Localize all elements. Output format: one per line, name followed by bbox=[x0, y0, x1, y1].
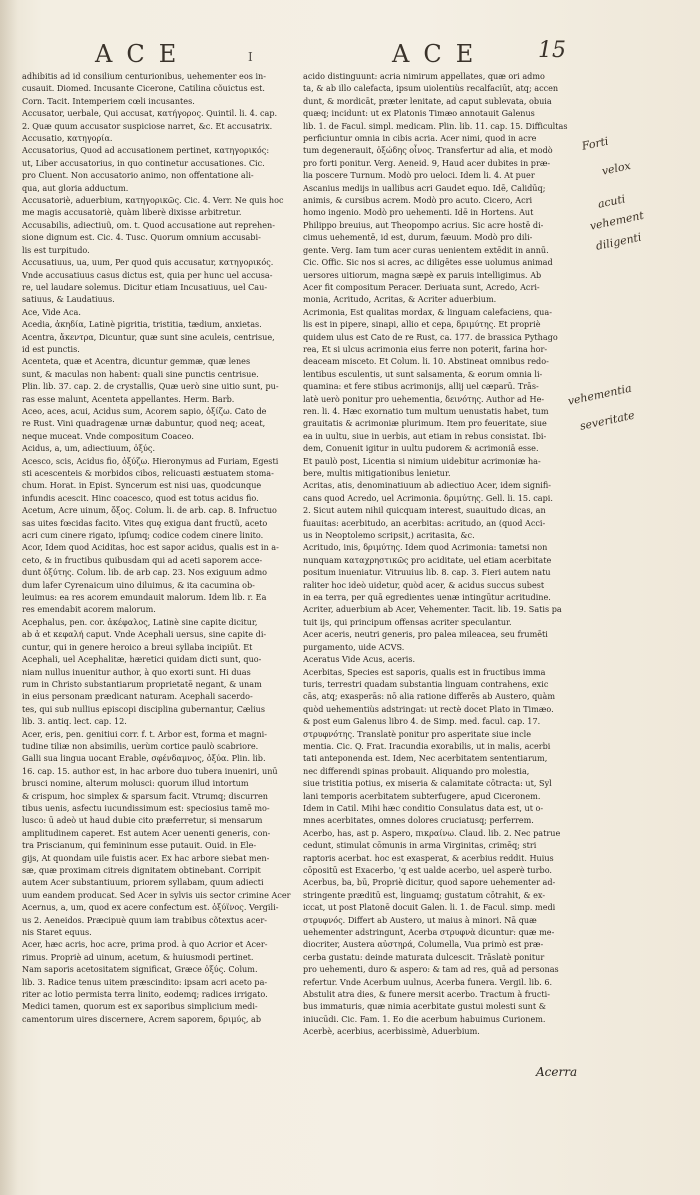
text-line: sti acescenteis & morbidos cibos, relicuasti æstuatem stoma- bbox=[22, 468, 274, 478]
text-line: lis est in pipere, sinapi, allio et cepa, δριμύτης. Et propriè bbox=[303, 319, 541, 330]
text-line: raliter hoc ideò uidetur, quòd acer, & acidus succus subest bbox=[303, 579, 545, 590]
text-line: Philippo breuius, aut Theopompo acrius. Sic acre hostē di- bbox=[303, 219, 544, 230]
text-line: Acephali, uel Acephalitæ, hæretici quidam dicti sunt, quo- bbox=[22, 654, 262, 665]
text-line: id est punctis. bbox=[22, 343, 80, 354]
text-line: lani temporis acerbitatem subterfugere, apud Ciceronem. bbox=[303, 790, 541, 801]
text-line: chum. Horat. in Epist. Syncerum est nisi uas, quodcunque bbox=[22, 480, 262, 491]
text-line: ren. li. 4. Hæc exornatio tum multum uenustatis habet, tum bbox=[303, 405, 549, 416]
text-line: ta, & ab illo calefacta, ipsum uiolentiùs recalfaciūt, atq; accen bbox=[303, 83, 559, 94]
margin-note: Forti bbox=[580, 134, 610, 153]
text-line: purgamento, uide ACVS. bbox=[303, 641, 405, 652]
margin-note: velox bbox=[600, 159, 632, 178]
text-line: Acerbo, has, ast p. Aspero, πικραίνω. Claud. lib. 2. Nec patrue bbox=[303, 827, 561, 838]
text-line: Accusatio, κατηγορία. bbox=[22, 133, 113, 144]
text-line: Acer, eris, pen. genitiui corr. f. t. Arbor est, forma et magni- bbox=[22, 728, 268, 739]
text-line: 2. Sicut autem nihil quicquam interest, suauitudo dicas, an bbox=[303, 505, 546, 516]
text-line: 16. cap. 15. author est, in hac arbore duo tubera inueniri, unū bbox=[22, 765, 278, 776]
text-line: in eius personam prædicant naturam. Acephali sacerdo- bbox=[22, 691, 253, 702]
text-line: cās, atq; exasperās: nō alia ratione differēs ab Austero, quàm bbox=[303, 691, 556, 702]
text-line: res emendabit acorem malorum. bbox=[22, 604, 156, 615]
text-line: mnes acerbitates, omnes dolores cruciatusq; perferrem. bbox=[303, 815, 534, 826]
text-line: lia poscere Turnum. Modò pro ueloci. Idem li. 4. At puer bbox=[303, 170, 535, 181]
text-line: Acernus, a, um, quod ex acere confectum est. ὀξύϊνος. Vergili- bbox=[22, 902, 279, 913]
text-line: bus immaturis, quæ nimia acerbitate gustui molesti sunt & bbox=[303, 1001, 546, 1012]
text-line: cans quod Acredo, uel Acrimonia. δριμύτης. Gell. li. 15. capi. bbox=[303, 492, 553, 503]
text-line: Acesco, scis, Acidus fio, ὀξύζω. Hieronymus ad Furiam, Egesti bbox=[22, 455, 279, 466]
text-line: animis, & cursibus acrem. Modò pro acuto. Cicero, Acri bbox=[303, 195, 533, 206]
text-line: monia, Acritudo, Acritas, & Acriter aduerbium. bbox=[303, 294, 497, 305]
text-line: Acer fit compositum Peracer. Deriuata sunt, Acredo, Acri- bbox=[303, 281, 540, 292]
text-line: perficiuntur omnia in cibis acria. Acer nimi, quod in acre bbox=[303, 133, 537, 144]
text-line: fuauitas: acerbitudo, an acerbitas: acritudo, an (quod Acci- bbox=[303, 517, 546, 528]
text-line: nec differendi spinas probauit. Aliquando pro molestia, bbox=[303, 765, 530, 776]
text-line: Plin. lib. 37. cap. 2. de crystallis, Quæ uerò sine uitio sunt, pu- bbox=[22, 381, 279, 392]
text-line: us 2. Aeneidos. Præcipuè quum iam trabibus cõtextus acer- bbox=[22, 914, 267, 925]
text-line: uehementer adstringunt, Acerba στρυφνὰ dicuntur: quæ me- bbox=[303, 927, 555, 938]
text-line: me magis accusatoriè, quàm liberè dixisse arbitretur. bbox=[22, 207, 242, 218]
text-line: Acriter, aduerbium ab Acer, Vehementer. Tacit. lib. 19. Satis pa bbox=[303, 604, 562, 615]
catchword: Acerra bbox=[536, 1065, 578, 1079]
text-line: pro uehementi, duro & aspero: & tam ad res, quā ad personas bbox=[303, 964, 559, 975]
text-line: tuit ijs, qui principum offensas acriter speculantur. bbox=[303, 616, 512, 627]
running-head-right: ACE bbox=[392, 40, 488, 68]
text-line: Acor, Idem quod Aciditas, hoc est sapor acidus, qualis est in a- bbox=[22, 542, 279, 553]
text-line: Aceo, aces, acui, Acidus sum, Acorem sapio, ὀξίζω. Cato de bbox=[22, 405, 267, 416]
text-line: ut, Liber accusatorius, in quo continetur accusationes. Cic. bbox=[22, 157, 265, 168]
text-line: cedunt, stimulat cōmunis in arma Virginitas, crimēq; stri bbox=[303, 840, 537, 851]
text-line: Acephalus, pen. cor. ἀκέφαλος, Latinè sine capite dicitur, bbox=[22, 616, 258, 627]
text-line: dunt, & mordicāt, præter lenitate, ad caput sublevata, obuia bbox=[303, 95, 552, 106]
text-line: uersores uitiorum, magna sæpè ex paruis intelligimus. Ab bbox=[303, 269, 542, 280]
text-line: re Rust. Vini quadragenæ urnæ dabuntur, quod neq; aceat, bbox=[22, 418, 266, 429]
text-line: tibus uenis, asfectu iucundissimum est: speciosius tamē mo- bbox=[22, 802, 270, 813]
text-line: rimus. Propriè ad uinum, acetum, & huiusmodi pertinet. bbox=[22, 951, 254, 962]
text-line: Vnde accusatiuus casus dictus est, quia per hunc uel accusa- bbox=[22, 269, 273, 280]
text-line: Accusatorius, Quod ad accusationem pertinet, κατηγορικός: bbox=[22, 145, 270, 156]
text-line: 2. Quæ quum accusator suspiciose narret, &c. Et accusatrix. bbox=[22, 120, 273, 131]
text-line: niam nullus inuenitur author, à quo exorti sunt. Hi duas bbox=[22, 666, 251, 677]
text-line: grauitatis & acrimoniæ plurimum. Item pro feueritate, siue bbox=[303, 418, 547, 429]
text-line: Acritudo, inis, δριμύτης. Idem quod Acrimonia: tametsi non bbox=[303, 542, 548, 553]
text-line: latè uerò ponitur pro uehementia, δεινότης. Author ad He- bbox=[303, 393, 545, 404]
text-line: στρυφνότης. Translatè ponitur pro asperitate siue incle bbox=[303, 728, 532, 739]
text-line: mentia. Cic. Q. Frat. Iracundia exorabilis, ut in malis, acerbi bbox=[303, 740, 551, 751]
text-line: siue tristitia potius, ex miseria & calamitate cōtracta: ut, Syl bbox=[303, 778, 552, 789]
text-line: refertur. Vnde Acerbum uulnus, Acerba funera. Vergil. lib. 6. bbox=[303, 976, 553, 987]
text-line: iniucūdi. Cic. Fam. 1. Eo die acerbum habuimus Curionem. bbox=[303, 1013, 546, 1024]
text-line: quæq; incidunt: ut ex Platonis Timæo annotauit Galenus bbox=[303, 108, 535, 119]
text-line: & post eum Galenus libro 4. de Simp. med. facul. cap. 17. bbox=[303, 716, 541, 727]
text-line: raptoris acerbat. hoc est exasperat, & acerbius reddit. Huius bbox=[303, 852, 554, 863]
text-line: pro Cluent. Non accusatorio animo, non offentatione ali- bbox=[22, 170, 254, 181]
text-line: Acetum, Acre uinum, ὄξος. Colum. li. de arb. cap. 8. Infructuo bbox=[22, 505, 277, 516]
text-line: Corn. Tacit. Intemperiem cœli incusantes. bbox=[22, 95, 195, 106]
left-text-column bbox=[22, 70, 294, 1150]
margin-note: vehementia bbox=[566, 381, 633, 408]
text-line: leuimus: ea res acorem emundauit malorum. Idem lib. r. Ea bbox=[22, 592, 267, 603]
text-line: ab ἀ et κεφαλή caput. Vnde Acephali uersus, sine capite di- bbox=[22, 629, 267, 640]
text-line: satiuus, & Laudatiuus. bbox=[22, 294, 115, 305]
text-line: lis est turpitudo. bbox=[22, 244, 90, 255]
text-line: Et paulò post, Licentia si nimium uidebitur acrimoniæ ha- bbox=[303, 455, 541, 466]
text-line: Acentra, ἄκεντρα, Dicuntur, quæ sunt sine aculeis, centrisue, bbox=[22, 331, 275, 342]
text-line: Acedia, ἀκηδία, Latinè pigritia, tristitia, tædium, anxietas. bbox=[22, 319, 262, 330]
text-line: cimus uehementē, id est, durum, fæuum. Modò pro dili- bbox=[303, 232, 533, 243]
text-line: positum inueniatur. Vitruuius lib. 8. cap. 3. Fieri autem natu bbox=[303, 567, 551, 578]
text-line: dum lafer Cyrenaicum uino diluimus, & ita cacumina ob- bbox=[22, 579, 255, 590]
text-line: lusco: ū adeò ut haud dubie cito præferretur, si mensarum bbox=[22, 815, 263, 826]
text-line: & crispum, hoc simplex & sparsum facit. Vtrumq; discurren bbox=[22, 790, 268, 801]
text-line: camentorum uires discernere, Acrem saporem, δριμύς, ab bbox=[22, 1013, 262, 1024]
text-line: dem, Conuenit igitur in uultu pudorem & acrimoniā esse. bbox=[303, 443, 539, 454]
text-line: ea in uultu, siue in uerbis, aut etiam in rebus consistat. Ibi- bbox=[303, 430, 547, 441]
text-line: Acer aceris, neutri generis, pro palea mileacea, seu frumēti bbox=[303, 629, 548, 640]
text-line: infundis acescit. Hinc coacesco, quod est totus acidus fio. bbox=[22, 492, 259, 503]
text-line: lib. 3. Radice tenus uitem præscindito: ipsam acri aceto pa- bbox=[22, 976, 268, 987]
text-line: iccat, ut post Platonē docuit Galen. li. 1. de Facul. simp. medi bbox=[303, 902, 556, 913]
text-line: lib. 1. de Facul. simpl. medicam. Plin. lib. 11. cap. 15. Difficultas bbox=[303, 120, 568, 131]
text-line: brusci nomine, alterum molusci: quorum illud intortum bbox=[22, 778, 249, 789]
text-line: lentibus esculentis, ut sunt salsamenta, & eorum omnia li- bbox=[303, 368, 543, 379]
margin-note: vehement bbox=[588, 208, 645, 233]
text-line: Acritas, atis, denominatiuum ab adiectiuo Acer, idem signifi- bbox=[303, 480, 552, 491]
text-line: in ea terra, per quā egredientes uenæ intingūtur acritudine. bbox=[303, 592, 551, 603]
text-line: Acer, hæc acris, hoc acre, prima prod. à quo Acrior et Acer- bbox=[22, 939, 268, 950]
text-line: adhibitis ad id consilium centurionibus, uehementer eos in- bbox=[22, 71, 266, 81]
margin-note: acuti bbox=[596, 192, 627, 211]
text-line: autem Acer substantiuum, priorem syllabam, quum adiecti bbox=[22, 877, 264, 888]
text-line: sas uites fœcidas facito. Vites quę exigua dant fructũ, aceto bbox=[22, 517, 268, 528]
text-line: deaceam misceto. Et Colum. li. 10. Abstineat omnibus redo- bbox=[303, 356, 549, 367]
text-line: tum degenerauit, ὀξώδης οἶνος. Transfertur ad alia, et modò bbox=[303, 145, 553, 156]
text-line: sunt, & maculas non habent: quali sine punctis centrisue. bbox=[22, 368, 259, 379]
text-line: Accusatoriè, aduerbium, κατηγορικῶς. Cic. 4. Verr. Ne quis hoc bbox=[22, 195, 284, 206]
text-line: sione dignum est. Cic. 4. Tusc. Quorum omnium accusabi- bbox=[22, 232, 261, 243]
text-line: Acerbitas, Species est saporis, qualis est in fructibus imma bbox=[303, 666, 546, 677]
text-line: Acidus, a, um, adiectiuum, ὀξύς. bbox=[22, 443, 156, 454]
text-line: amplitudinem caperet. Est autem Acer uenenti generis, con- bbox=[22, 827, 271, 838]
text-line: Accusator, uerbale, Qui accusat, κατήγορος. Quintil. li. 4. cap. bbox=[22, 108, 278, 119]
text-line: lib. 3. antiq. lect. cap. 12. bbox=[22, 716, 127, 727]
text-line: gente. Verg. Iam tum acer curas uenientem extēdit in annū. bbox=[303, 244, 549, 255]
text-line: Aceratus Vide Acus, aceris. bbox=[303, 654, 416, 665]
text-line: cusauit. Diomed. Incusante Cicerone, Catilina cõuictus est. bbox=[22, 83, 265, 94]
text-line: tra Priscianum, qui femininum esse putauit. Ouid. in Ele- bbox=[22, 840, 257, 851]
text-line: nis Staret equus. bbox=[22, 927, 92, 938]
text-line: stringente præditū est, linguamq; gustatum cōtrahit, & ex- bbox=[303, 889, 546, 900]
text-line: qua, aut gloria adductum. bbox=[22, 182, 129, 193]
text-line: tati anteponenda est. Idem, Nec acerbitatem sententiarum, bbox=[303, 753, 548, 764]
text-line: neque muceat. Vnde compositum Coaceo. bbox=[22, 430, 194, 441]
text-line: uum eandem producat. Sed Acer in sylvis uis sector crimine Acer bbox=[22, 889, 291, 900]
text-line: Accusabilis, adiectiuũ, om. t. Quod accusatione aut reprehen- bbox=[22, 219, 275, 230]
text-line: cuntur, qui in genere heroico a breui syllaba incipiūt. Et bbox=[22, 641, 253, 652]
text-line: quidem ulus est Cato de re Rust, ca. 177. de brassica Pythago bbox=[303, 331, 558, 342]
gutter-shadow bbox=[0, 0, 18, 1195]
text-line: homo ingenio. Modò pro uehementi. Idē in Hortens. Aut bbox=[303, 207, 534, 218]
text-line: rum in Christo substantiarum proprietatē negant, & unam bbox=[22, 678, 262, 689]
text-line: riter ac lotio permista terra linito, eodemq; radices irrigato. bbox=[22, 989, 268, 1000]
text-line: quòd uehementiùs adstringat: ut rectè docet Plato in Timæo. bbox=[303, 703, 554, 714]
margin-note: diligenti bbox=[594, 230, 643, 253]
running-head-left: ACE bbox=[95, 40, 191, 68]
text-line: ceto, & in fructibus quibusdam qui ad aceti saporem acce- bbox=[22, 554, 263, 565]
text-line: acri cum cinere rigato, ipſumq; codice codem cinere linito. bbox=[22, 530, 264, 541]
text-line: Cic. Offic. Sic nos si acres, ac diligētes esse uolumus animad bbox=[303, 257, 553, 268]
text-line: quamina: et fere stibus acrimonijs, allij uel cæparū. Trās- bbox=[303, 381, 539, 392]
text-line: gijs, At quondam uile fuistis acer. Ex hac arbore siebat men- bbox=[22, 852, 270, 863]
text-line: pro forti ponitur. Verg. Aeneid. 9, Haud acer dubites in præ- bbox=[303, 157, 551, 168]
text-line: Acrimonia, Est qualitas mordax, & linguam calefaciens, qua- bbox=[303, 306, 552, 317]
folio-number: 15 bbox=[538, 38, 566, 63]
text-line: Galli sua lingua uocant Erable, σφένδαμνος, ὀξύα. Plin. lib. bbox=[22, 753, 266, 764]
text-line: tudine tiliæ non absimilis, uerùm cortice paulò scabriore. bbox=[22, 740, 259, 751]
margin-note: severitate bbox=[578, 408, 636, 433]
text-line: rea, Et si ulcus acrimonia eius ferre non poterit, farina hor- bbox=[303, 343, 548, 354]
text-line: dunt ὀξύτης. Colum. lib. de arb cap. 23. Nos exiguum admo bbox=[22, 567, 268, 578]
text-line: Acerbè, acerbius, acerbissimè, Aduerbium. bbox=[303, 1026, 480, 1037]
text-line: Medici tamen, quorum est ex saporibus simplicium medi- bbox=[22, 1001, 258, 1012]
text-line: turis, terrestri quadam substantia linguam contrahens, exic bbox=[303, 678, 549, 689]
text-line: Accusatiuus, ua, uum, Per quod quis accusatur, κατηγορικός. bbox=[22, 257, 274, 268]
text-line: ras esse malunt, Acenteta appellantes. Herm. Barb. bbox=[22, 393, 235, 404]
text-line: nunquam καταχρηστικῶς pro aciditate, uel etiam acerbitate bbox=[303, 554, 552, 565]
text-line: Acenteta, quæ et Acentra, dicuntur gemmæ, quæ lenes bbox=[22, 356, 251, 367]
text-line: στρυφνός. Differt ab Austero, ut maius à minori. Nā quæ bbox=[303, 914, 537, 925]
text-line: diocriter, Austera αὐστηρά, Columella, Vua primò est præ- bbox=[303, 939, 544, 950]
text-line: cōpositū est Exacerbo, 'q est ualde acerbo, uel asperè turbo. bbox=[303, 865, 552, 875]
text-line: sæ, quæ proximam citreis dignitatem obtinebant. Corripit bbox=[22, 865, 261, 875]
text-line: us in Neoptolemo scripsit,) acritasita, &c. bbox=[303, 530, 475, 541]
text-line: Abstulit atra dies, & funere mersit acerbo. Tractum à fructi- bbox=[303, 989, 550, 1000]
text-line: Ascanius medijs in uallibus acri Gaudet equo. Idē, Calidūq; bbox=[303, 182, 546, 193]
text-line: Nam saporis acetositatem significat, Græce ὀξύς. Colum. bbox=[22, 964, 258, 975]
text-line: cerba gustatu: deinde maturata dulcescit. Trāslatè ponitur bbox=[303, 951, 545, 962]
text-line: re, uel laudare solemus. Dicitur etiam Incusatiuus, uel Cau- bbox=[22, 281, 268, 292]
text-line: Idem in Catil. Mihi hæc conditio Consulatus data est, ut o- bbox=[303, 802, 544, 813]
text-line: acido distinguunt: acria nimirum appellates, quæ ori admo bbox=[303, 71, 545, 81]
page-mark: I bbox=[248, 50, 253, 64]
text-line: tes, qui sub nullius episcopi disciplina gubernantur, Cælius bbox=[22, 703, 266, 714]
text-line: Ace, Vide Aca. bbox=[22, 306, 81, 317]
right-text-column bbox=[303, 70, 573, 1150]
text-line: Acerbus, ba, bū, Propriè dicitur, quod sapore uehementer ad- bbox=[303, 877, 556, 888]
text-line: bere, multis mitigationibus lenietur. bbox=[303, 468, 451, 478]
